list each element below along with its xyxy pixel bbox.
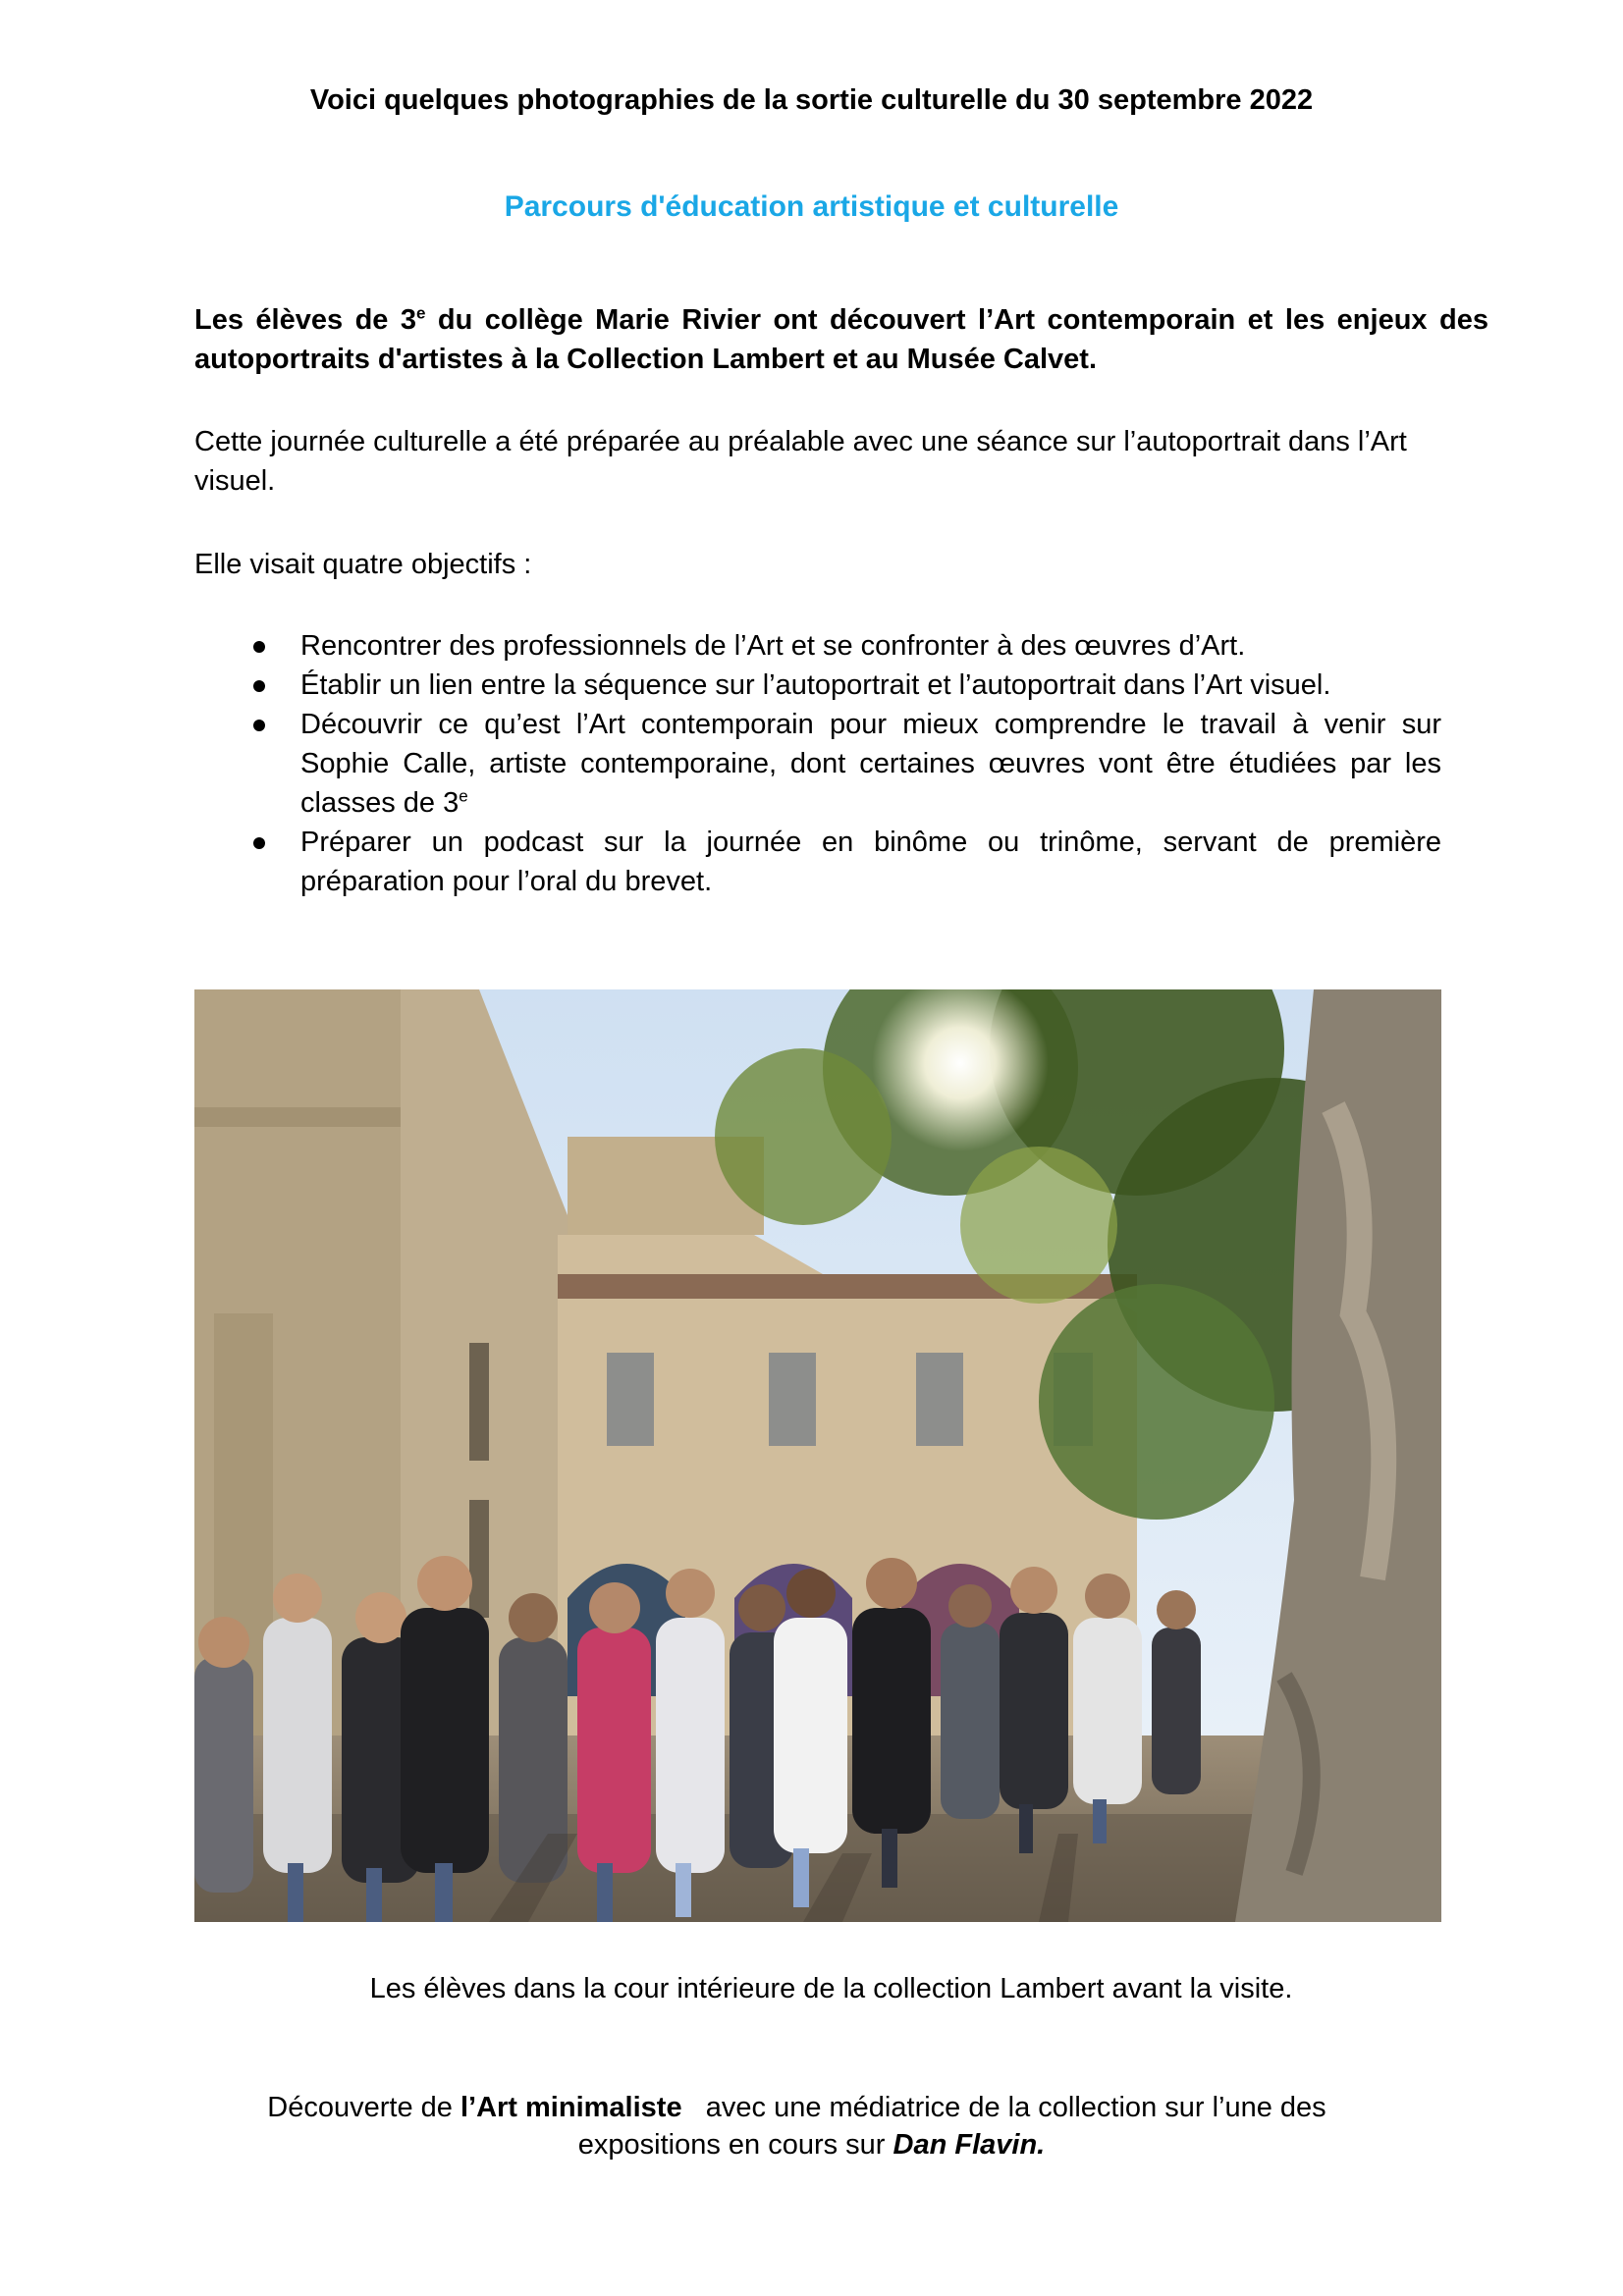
discovery-bold-term: l’Art minimaliste xyxy=(460,2092,682,2123)
bullet-icon xyxy=(253,680,265,692)
list-item xyxy=(194,823,1441,901)
intro-text-start: Les élèves de 3 xyxy=(194,304,416,336)
discovery-middle: avec une médiatrice de la collection sur l’une des xyxy=(681,2092,1326,2123)
discovery-line-2 xyxy=(0,2126,1623,2163)
intro-text-end: du collège Marie Rivier ont découvert l’Art contemporain et les enjeux des autoportraits d'artistes à la Collection Lambert et au Musée Calvet. xyxy=(194,304,1488,375)
objectives-intro: Elle visait quatre objectifs : xyxy=(194,549,532,580)
page-heading: Voici quelques photographies de la sortie culturelle du 30 septembre 2022 xyxy=(309,84,1314,116)
objective-superscript: e xyxy=(459,786,468,806)
bullet-icon xyxy=(253,720,265,731)
discovery-artist: Dan Flavin. xyxy=(893,2129,1046,2161)
discovery-paragraph xyxy=(0,2089,1623,2163)
discovery-line-1 xyxy=(0,2089,1623,2126)
bullet-icon xyxy=(253,641,265,653)
bullet-icon xyxy=(253,837,265,849)
intro-paragraph xyxy=(194,300,1488,379)
courtyard-photo xyxy=(194,989,1441,1922)
objective-text: Découvrir ce qu’est l’Art contemporain pour mieux comprendre le travail à venir sur Sophie Calle, artiste contemporaine, dont certaines œuvres vont être étudiées par les classes de 3 xyxy=(300,709,1441,819)
list-item xyxy=(194,626,1441,666)
courtyard-photo-illustration xyxy=(194,989,1441,1922)
preparation-paragraph: Cette journée culturelle a été préparée au préalable avec une séance sur l’autoportrait dans l’Art visuel. xyxy=(194,426,1407,497)
objective-text: Rencontrer des professionnels de l’Art et se confronter à des œuvres d’Art. xyxy=(300,630,1246,662)
discovery-prefix: Découverte de xyxy=(267,2092,460,2123)
intro-superscript: e xyxy=(416,303,426,323)
objectives-list xyxy=(194,626,1441,901)
objective-text: Établir un lien entre la séquence sur l’autoportrait et l’autoportrait dans l’Art visuel. xyxy=(300,669,1331,701)
objective-text: Préparer un podcast sur la journée en binôme ou trinôme, servant de première préparation pour l’oral du brevet. xyxy=(300,827,1441,897)
discovery-line2-prefix: expositions en cours sur xyxy=(577,2129,893,2161)
photo-caption: Les élèves dans la cour intérieure de la collection Lambert avant la visite. xyxy=(369,1973,1293,2004)
list-item xyxy=(194,666,1441,705)
page-subtitle: Parcours d'éducation artistique et culturelle xyxy=(504,190,1119,223)
list-item xyxy=(194,705,1441,823)
